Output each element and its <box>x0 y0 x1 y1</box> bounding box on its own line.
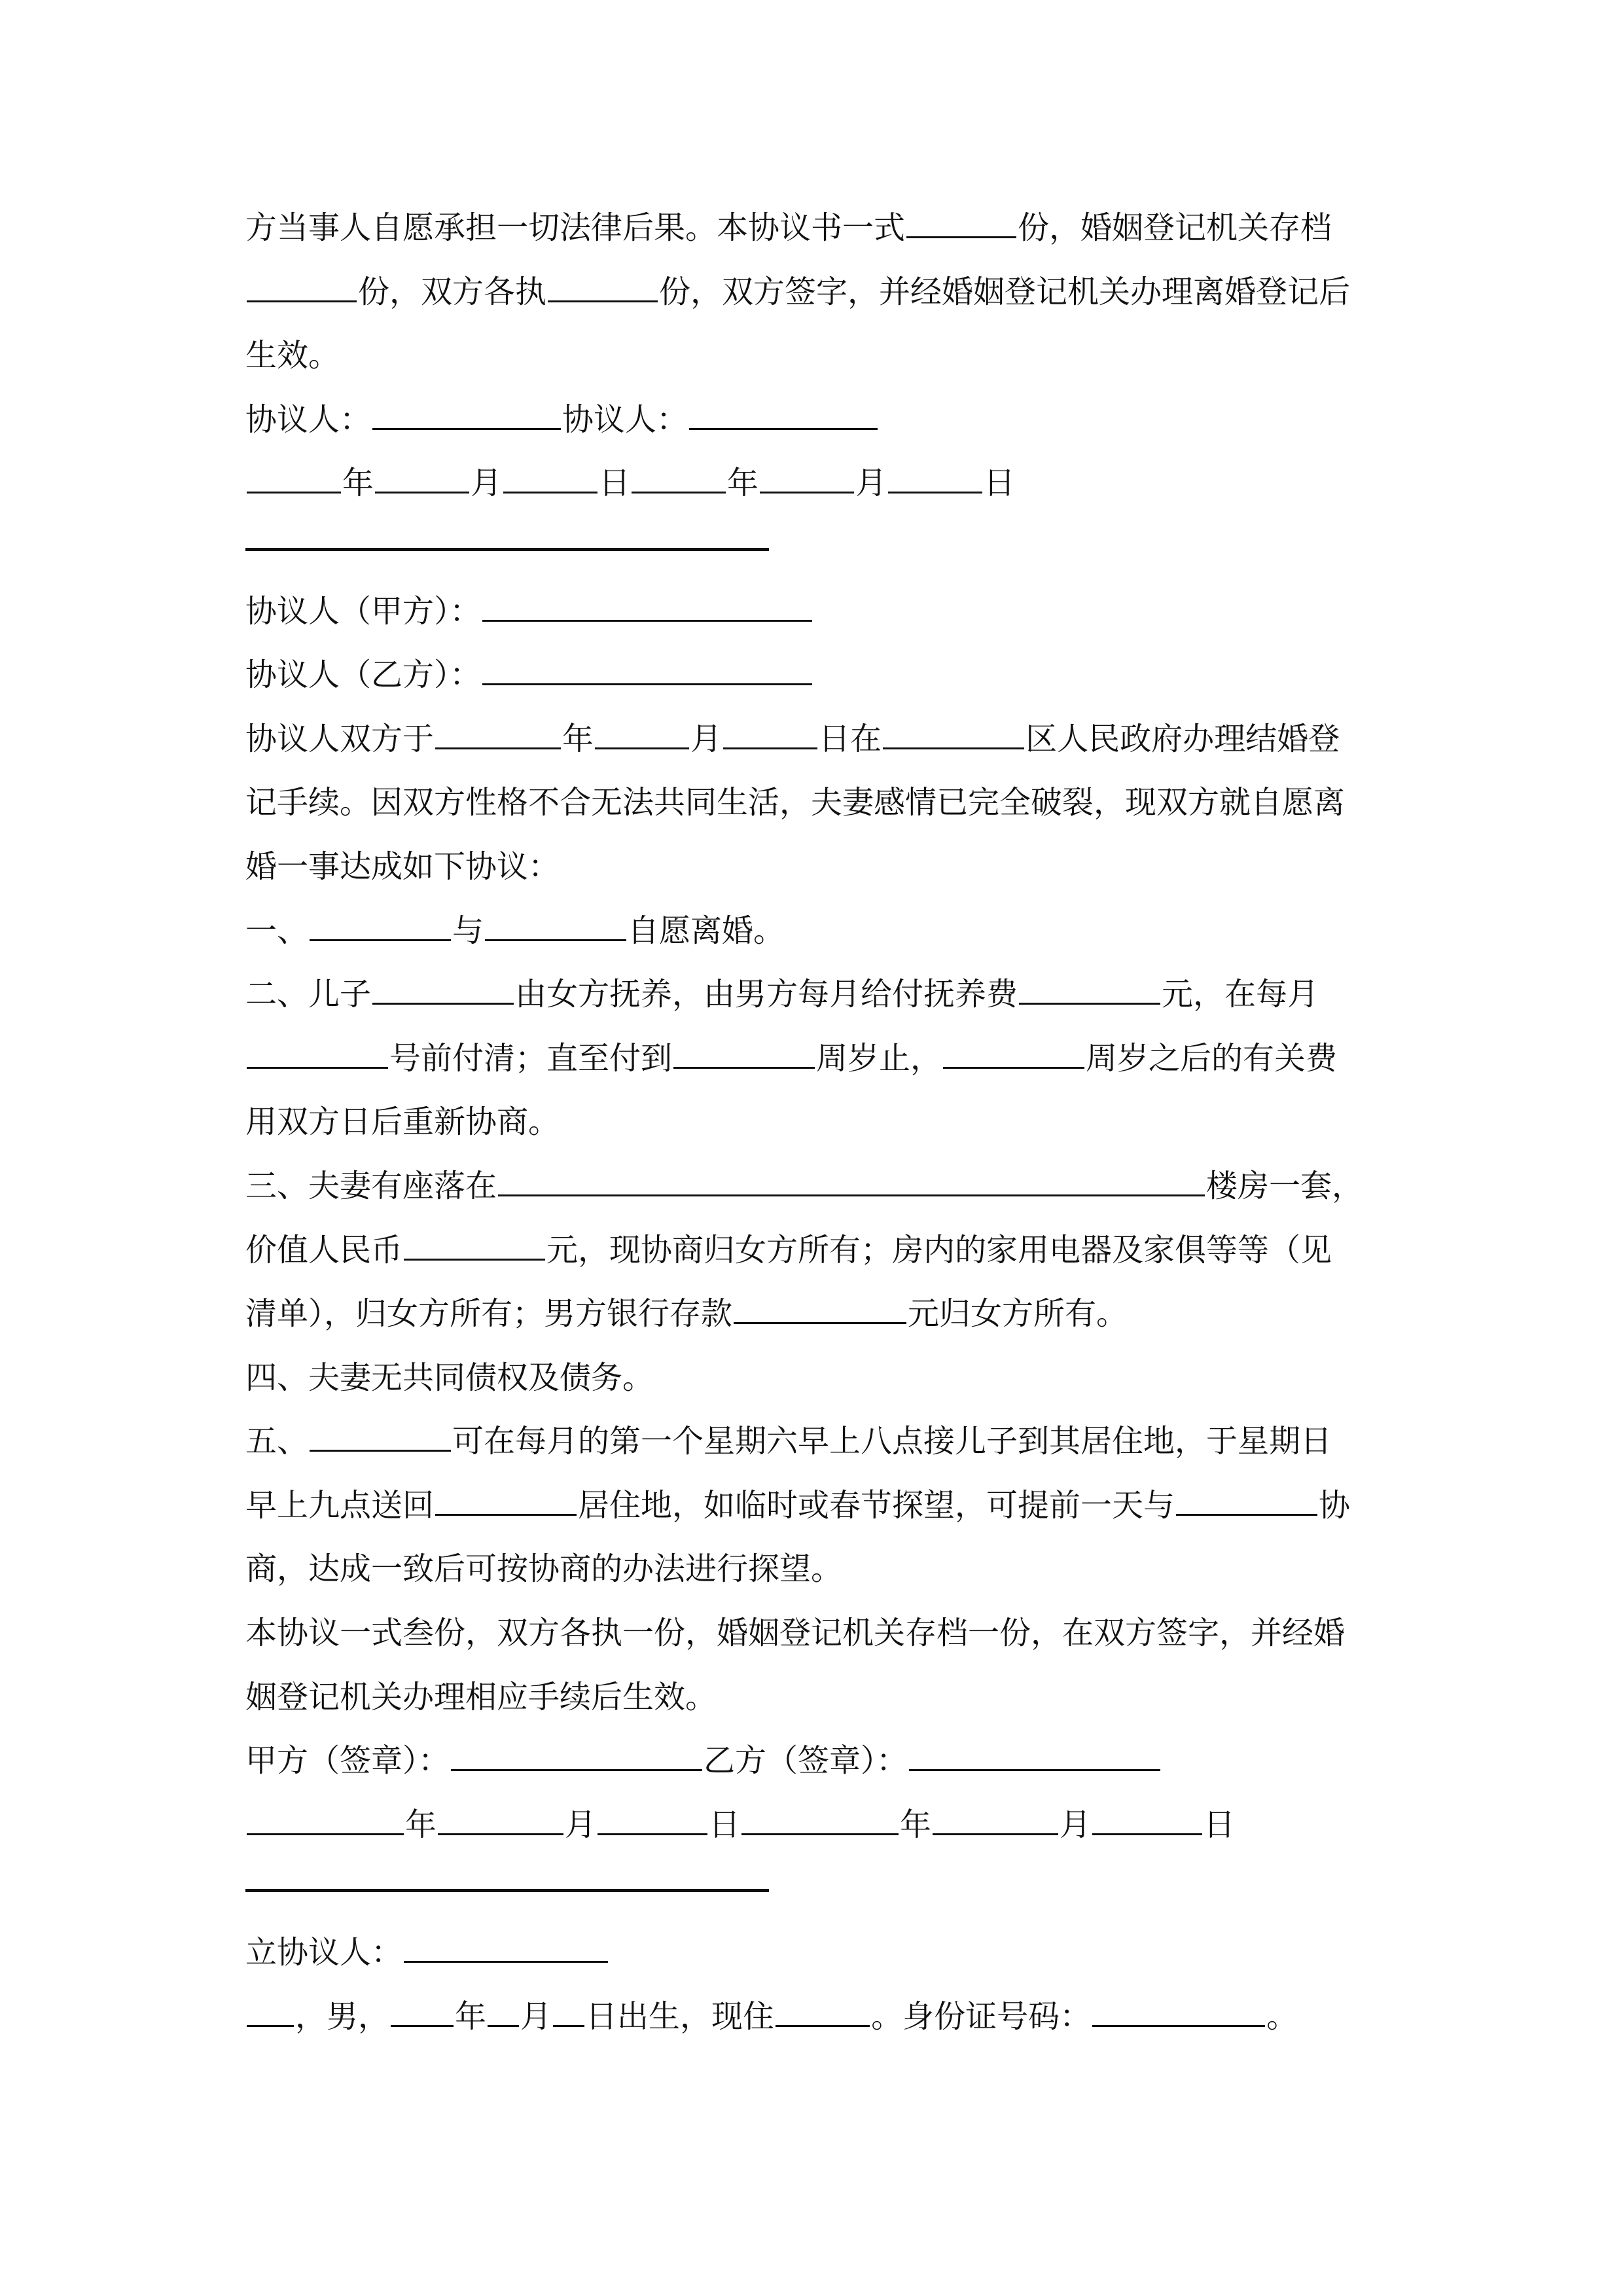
fill-in-blank[interactable] <box>482 594 812 622</box>
fill-in-blank[interactable] <box>760 465 854 493</box>
text-line <box>245 835 1384 899</box>
fill-in-blank[interactable] <box>404 1935 608 1963</box>
fill-in-blank[interactable] <box>906 210 1016 238</box>
fill-in-blank[interactable] <box>909 1743 1160 1771</box>
fill-in-blank[interactable] <box>247 1807 404 1835</box>
text-segment: ，男， <box>295 1998 390 2035</box>
fill-in-blank[interactable] <box>1176 1488 1317 1516</box>
text-segment: 楼房一套， <box>1206 1167 1364 1204</box>
fill-in-blank[interactable] <box>597 1807 707 1835</box>
text-segment: 年 <box>342 465 374 502</box>
fill-in-blank[interactable] <box>247 1041 388 1069</box>
text-line <box>245 388 1384 452</box>
text-segment: 早上九点送回 <box>245 1486 435 1524</box>
text-segment: 年 <box>405 1806 437 1843</box>
text-line <box>245 1346 1384 1410</box>
text-segment: 份，婚姻登记机关存档 <box>1018 209 1332 246</box>
text-segment: 方当事人自愿承担一切法律后果。本协议书一式 <box>245 209 906 246</box>
fill-in-blank[interactable] <box>391 1999 454 2027</box>
fill-in-blank[interactable] <box>1092 1807 1202 1835</box>
fill-in-blank[interactable] <box>776 1999 870 2027</box>
fill-in-blank[interactable] <box>595 721 689 749</box>
text-line <box>245 452 1384 516</box>
dash-separator <box>245 1889 769 1892</box>
text-segment: 立协议人： <box>245 1934 403 1971</box>
text-line <box>245 1537 1384 1602</box>
text-segment: 月 <box>855 465 887 502</box>
text-segment: 元归女方所有。 <box>908 1295 1128 1333</box>
text-segment: 日 <box>599 465 631 502</box>
text-line <box>245 1027 1384 1091</box>
text-segment: 本协议一式叁份，双方各执一份，婚姻登记机关存档一份，在双方签字，并经婚 <box>245 1615 1346 1652</box>
fill-in-blank[interactable] <box>451 1743 702 1771</box>
text-segment: 二、儿子 <box>245 976 372 1013</box>
text-segment: 月 <box>520 1998 552 2035</box>
fill-in-blank[interactable] <box>404 1232 545 1261</box>
text-segment: 记手续。因双方性格不合无法共同生活，夫妻感情已完全破裂，现双方就自愿离 <box>245 784 1346 821</box>
fill-in-blank[interactable] <box>503 465 597 493</box>
text-line <box>245 580 1384 644</box>
text-line <box>245 771 1384 835</box>
text-segment: 。 <box>1266 1998 1298 2035</box>
dash-separator <box>245 548 769 551</box>
fill-in-blank[interactable] <box>689 402 878 430</box>
text-segment: 可在每月的第一个星期六早上八点接儿子到其居住地，于星期日 <box>452 1423 1332 1460</box>
text-segment: 日 <box>709 1806 741 1843</box>
document-page <box>245 196 1384 2049</box>
text-line <box>245 260 1384 325</box>
text-line <box>245 1155 1384 1219</box>
text-segment: 由女方抚养，由男方每月给付抚养费 <box>515 976 1018 1013</box>
text-line <box>245 963 1384 1027</box>
fill-in-blank[interactable] <box>933 1807 1058 1835</box>
text-segment: 姻登记机关办理相应手续后生效。 <box>245 1678 717 1715</box>
text-segment: 月 <box>1060 1806 1092 1843</box>
text-line <box>245 324 1384 388</box>
text-segment: 协议人： <box>245 401 372 438</box>
fill-in-blank[interactable] <box>247 1999 294 2027</box>
text-segment: 元，现协商归女方所有；房内的家用电器及家俱等等（见 <box>546 1231 1332 1268</box>
text-segment: 元，在每月 <box>1162 976 1319 1013</box>
fill-in-blank[interactable] <box>438 1807 563 1835</box>
text-line <box>245 643 1384 708</box>
text-segment: 五、 <box>245 1423 309 1460</box>
fill-in-blank[interactable] <box>734 1296 906 1324</box>
text-segment: 日 <box>984 465 1016 502</box>
text-segment: 周岁之后的有关费 <box>1086 1039 1338 1077</box>
fill-in-blank[interactable] <box>1092 1999 1265 2027</box>
text-segment: 乙方（签章）： <box>704 1742 908 1780</box>
fill-in-blank[interactable] <box>482 657 812 685</box>
text-line <box>245 708 1384 772</box>
fill-in-blank[interactable] <box>375 465 469 493</box>
text-segment: 四、夫妻无共同债权及债务。 <box>245 1359 654 1396</box>
text-line <box>245 1921 1384 1985</box>
fill-in-blank[interactable] <box>310 913 451 941</box>
text-line <box>245 1729 1384 1793</box>
fill-in-blank[interactable] <box>310 1424 451 1452</box>
fill-in-blank[interactable] <box>485 913 626 941</box>
fill-in-blank[interactable] <box>435 1488 577 1516</box>
text-segment: 生效。 <box>245 337 340 374</box>
text-segment: 协议人（乙方）： <box>245 656 482 694</box>
text-segment: 周岁止， <box>816 1039 942 1077</box>
text-segment: 价值人民币 <box>245 1231 403 1268</box>
text-segment: 号前付清；直至付到 <box>389 1039 673 1077</box>
fill-in-blank[interactable] <box>632 465 726 493</box>
text-segment: 婚一事达成如下协议： <box>245 848 560 885</box>
text-line <box>245 1793 1384 1857</box>
text-line <box>245 1090 1384 1155</box>
text-line <box>245 1602 1384 1666</box>
fill-in-blank[interactable] <box>741 1807 899 1835</box>
fill-in-blank[interactable] <box>1019 977 1160 1005</box>
text-segment: 日 <box>1204 1806 1236 1843</box>
text-segment: 协议人双方于 <box>245 720 435 757</box>
text-segment: 协议人： <box>562 401 688 438</box>
fill-in-blank[interactable] <box>247 465 341 493</box>
text-segment: 年 <box>900 1806 932 1843</box>
text-segment: 年 <box>562 720 594 757</box>
text-segment: 日出生，现住 <box>586 1998 775 2035</box>
text-segment: 与 <box>452 912 484 949</box>
text-segment: 一、 <box>245 912 309 949</box>
text-segment: 月 <box>690 720 722 757</box>
text-segment: 年 <box>727 465 759 502</box>
fill-in-blank[interactable] <box>723 721 817 749</box>
text-line <box>245 1985 1384 2049</box>
fill-in-blank[interactable] <box>435 721 561 749</box>
text-segment: 清单），归女方所有；男方银行存款 <box>245 1295 733 1333</box>
text-line <box>245 899 1384 963</box>
text-line <box>245 196 1384 260</box>
text-segment: 商，达成一致后可按协商的办法进行探望。 <box>245 1551 843 1588</box>
fill-in-blank[interactable] <box>372 402 561 430</box>
text-segment: 月 <box>471 465 503 502</box>
fill-in-blank[interactable] <box>888 465 982 493</box>
text-segment: 甲方（签章）： <box>245 1742 450 1780</box>
fill-in-blank[interactable] <box>548 274 658 302</box>
text-line <box>245 1410 1384 1474</box>
text-segment: 居住地，如临时或春节探望，可提前一天与 <box>578 1486 1175 1524</box>
text-segment: 月 <box>565 1806 597 1843</box>
text-segment: 份，双方各执 <box>358 273 547 310</box>
separator-line <box>245 1857 1384 1921</box>
text-line <box>245 1666 1384 1730</box>
text-segment: 协议人（甲方）： <box>245 592 482 630</box>
text-segment: 。身份证号码： <box>871 1998 1092 2035</box>
text-line <box>245 1219 1384 1283</box>
fill-in-blank[interactable] <box>553 1999 584 2027</box>
text-segment: 用双方日后重新协商。 <box>245 1103 560 1141</box>
text-segment: 份，双方签字，并经婚姻登记机关办理离婚登记后 <box>659 273 1351 310</box>
text-segment: 三、夫妻有座落在 <box>245 1167 497 1204</box>
text-segment: 自愿离婚。 <box>628 912 785 949</box>
fill-in-blank[interactable] <box>488 1999 519 2027</box>
text-segment: 区人民政府办理结婚登 <box>1026 720 1340 757</box>
text-segment: 年 <box>455 1998 487 2035</box>
text-line <box>245 1474 1384 1538</box>
fill-in-blank[interactable] <box>673 1041 815 1069</box>
text-segment: 协 <box>1319 1486 1351 1524</box>
text-line <box>245 1282 1384 1346</box>
fill-in-blank[interactable] <box>247 274 357 302</box>
fill-in-blank[interactable] <box>372 977 514 1005</box>
fill-in-blank[interactable] <box>943 1041 1084 1069</box>
fill-in-blank[interactable] <box>883 721 1024 749</box>
fill-in-blank[interactable] <box>498 1168 1205 1196</box>
separator-line <box>245 516 1384 580</box>
text-segment: 日在 <box>819 720 882 757</box>
